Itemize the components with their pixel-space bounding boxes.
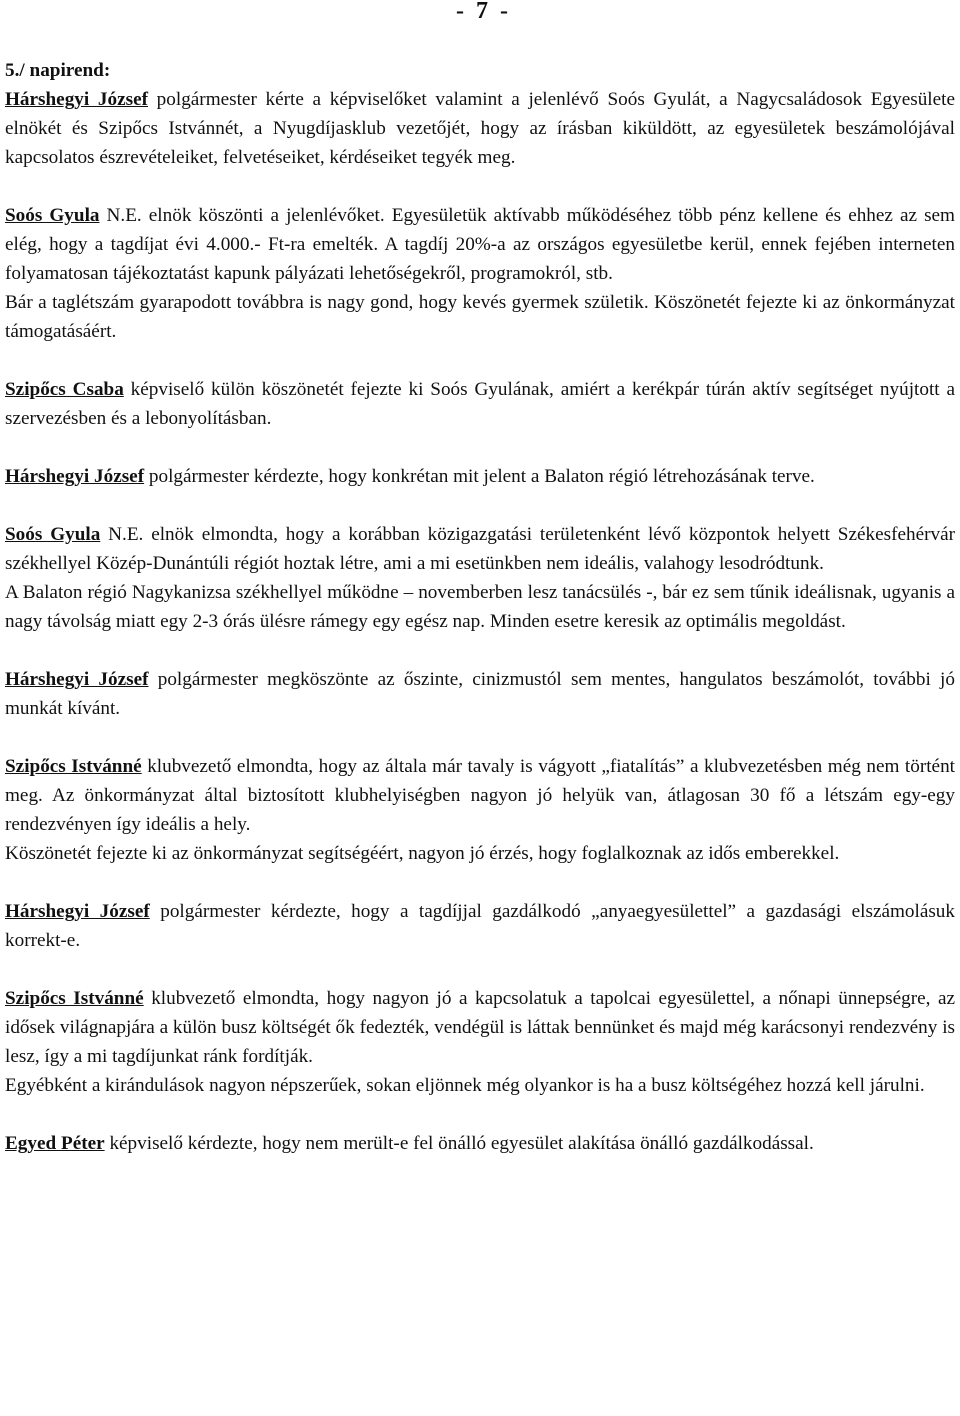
paragraph-text: N.E. elnök köszönti a jelenlévőket. Egyesületük aktívabb működéséhez több pénz kellene és ehhez az sem elég, hogy a tagdíjat évi 4.000.- Ft-ra emelték. A tagdíj 20%-a az országos egyesületbe kerül, ennek fejében interneten folyamatosan tájékoztatást kapunk pályázati lehetőségekről, programokról, stb. [5, 205, 955, 284]
speaker-name: Egyed Péter [5, 1133, 105, 1154]
paragraph [5, 839, 955, 868]
paragraph-text: A Balaton régió Nagykanizsa székhellyel működne – novemberben lesz tanácsülés -, bár ez sem tűnik ideálisnak, ugyanis a nagy távolság miatt egy 2-3 órás ülésre rámegy egy egész nap. Minden esetre keresik az optimális megoldást. [5, 582, 955, 632]
paragraph [5, 984, 955, 1071]
speaker-name: Szipőcs Istvánné [5, 988, 144, 1009]
agenda-title: 5./ napirend: [5, 60, 111, 81]
paragraph [5, 288, 955, 346]
page-number: - 7 - [456, 0, 508, 24]
paragraph [5, 1129, 955, 1158]
paragraph-text: polgármester kérdezte, hogy konkrétan mit jelent a Balaton régió létrehozásának terve. [144, 466, 815, 487]
paragraph-text: Bár a taglétszám gyarapodott továbbra is nagy gond, hogy kevés gyermek születik. Köszönetét fejezte ki az önkormányzat támogatásáért. [5, 292, 955, 342]
paragraph [5, 752, 955, 839]
paragraph-text: N.E. elnök elmondta, hogy a korábban közigazgatási területenként lévő központok helyett Székesfehérvár székhellyel Közép-Dunántúli régiót hoztak létre, ami a mi esetünkben nem ideális, valahogy lesodródtunk. [5, 524, 955, 574]
paragraph-text: polgármester kérdezte, hogy a tagdíjjal gazdálkodó „anyaegyesülettel” a gazdasági elszámolásuk korrekt-e. [5, 901, 955, 951]
speaker-name: Hárshegyi József [5, 89, 148, 110]
paragraph-text: képviselő külön köszönetét fejezte ki Soós Gyulának, amiért a kerékpár túrán aktív segítséget nyújtott a szervezésben és a lebonyolításban. [5, 379, 956, 429]
speaker-name: Hárshegyi József [5, 901, 150, 922]
paragraph [5, 375, 955, 433]
paragraph [5, 665, 955, 723]
speaker-name: Hárshegyi József [5, 466, 145, 487]
paragraph [5, 462, 955, 491]
speaker-name: Soós Gyula [5, 205, 100, 226]
speaker-name: Soós Gyula [5, 524, 101, 545]
paragraph-text: Egyébként a kirándulások nagyon népszerűek, sokan eljönnek még olyankor is ha a busz költségéhez hozzá kell járulni. [5, 1075, 925, 1096]
paragraph-text: képviselő kérdezte, hogy nem merült-e fel önálló egyesület alakítása önálló gazdálkodással. [104, 1133, 814, 1154]
paragraph-text: polgármester kérte a képviselőket valamint a jelenlévő Soós Gyulát, a Nagycsaládosok Egyesülete elnökét és Szipőcs Istvánnét, a Nyugdíjasklub vezetőjét, hogy az írásban kiküldött, az egyesületek beszámolójával kapcsolatos észrevételeiket, felvetéseiket, kérdéseiket tegyék meg. [5, 89, 955, 168]
speaker-name: Hárshegyi József [5, 669, 149, 690]
paragraph [5, 897, 955, 955]
paragraph [5, 520, 955, 578]
paragraph [5, 1071, 955, 1100]
document-body [5, 56, 955, 1158]
speaker-name: Szipőcs Istvánné [5, 756, 142, 777]
paragraph-text: klubvezető elmondta, hogy az általa már tavaly is vágyott „fiatalítás” a klubvezetésben még nem történt meg. Az önkormányzat által biztosított klubhelyiségben nagyon jó helyük van, átlagosan 30 fő a létszám egy-egy rendezvényen így ideális a hely. [5, 756, 955, 835]
paragraph-text: Köszönetét fejezte ki az önkormányzat segítségéért, nagyon jó érzés, hogy foglalkoznak az idős emberekkel. [5, 843, 840, 864]
paragraph-text: polgármester megköszönte az őszinte, cinizmustól sem mentes, hangulatos beszámolót, további jó munkát kívánt. [5, 669, 955, 719]
paragraph [5, 578, 955, 636]
paragraph-text: klubvezető elmondta, hogy nagyon jó a kapcsolatuk a tapolcai egyesülettel, a nőnapi ünnepségre, az idősek világnapjára a külön busz költségét ők fedezték, vendégül is láttak bennünket és majd még karácsonyi rendezvény is lesz, így a mi tagdíjunkat ránk fordítják. [5, 988, 955, 1067]
paragraph [5, 85, 955, 172]
speaker-name: Szipőcs Csaba [5, 379, 124, 400]
paragraph [5, 201, 955, 288]
